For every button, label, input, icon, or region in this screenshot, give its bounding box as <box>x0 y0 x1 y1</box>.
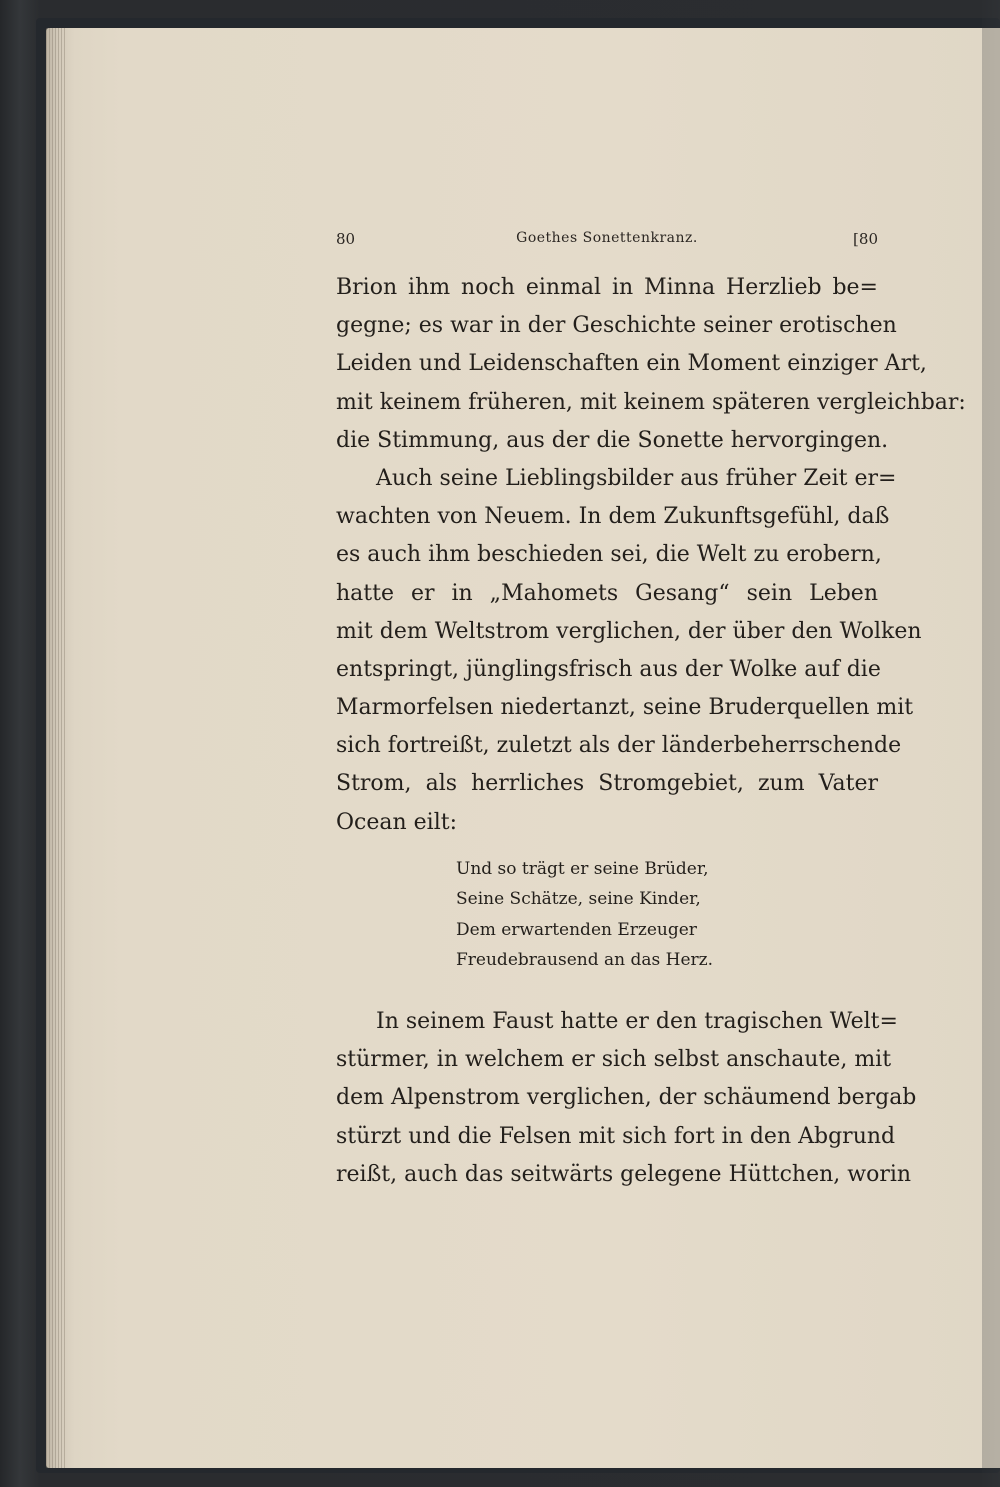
text-line: hatte er in „Mahomets Gesang“ sein Leben <box>336 580 878 606</box>
main-text <box>336 269 966 842</box>
text-line: sich fortreißt, zuletzt als der länderbeherrschende <box>336 733 902 759</box>
text-line: Strom, als herrliches Stromgebiet, zum Vater <box>336 771 878 797</box>
text-line: gegne; es war in der Geschichte seiner erotischen <box>336 313 897 339</box>
text-line: Leiden und Leidenschaften ein Moment einziger Art, <box>336 351 927 377</box>
text-line: reißt, auch das seitwärts gelegene Hüttchen, worin <box>336 1161 912 1187</box>
main-text-continued <box>336 1003 917 1194</box>
page-number-left: 80 <box>336 230 356 248</box>
text-line: In seinem Faust hatte er den tragischen Welt= <box>376 1009 898 1034</box>
text-line: Brion ihm noch einmal in Minna Herzlieb be= <box>336 275 878 300</box>
text-line: es auch ihm beschieden sei, die Welt zu erobern, <box>336 542 882 568</box>
text-line: mit keinem früheren, mit keinem späteren vergleichbar: <box>336 389 966 415</box>
text-line: wachten von Neuem. In dem Zukunftsgefühl, daß <box>336 504 890 530</box>
text-line: die Stimmung, aus der die Sonette hervorgingen. <box>336 427 889 453</box>
running-title: Goethes Sonettenkranz. <box>516 230 698 246</box>
page-edges <box>46 28 66 1468</box>
text-line: stürzt und die Felsen mit sich fort in den Abgrund <box>336 1123 896 1149</box>
verse-line: Dem erwartenden Erzeuger <box>456 919 697 940</box>
verse-quote <box>456 854 836 975</box>
text-line: entspringt, jünglingsfrisch aus der Wolke auf die <box>336 656 881 682</box>
page-number-right: [80 <box>853 230 878 248</box>
text-line: stürmer, in welchem er sich selbst anschaute, mit <box>336 1047 892 1073</box>
verse-line: Freudebrausend an das Herz. <box>456 949 713 970</box>
verse-line: Und so trägt er seine Brüder, <box>456 859 709 879</box>
text-line: Marmorfelsen niedertanzt, seine Bruderquellen mit <box>336 695 914 721</box>
text-line: dem Alpenstrom verglichen, der schäumend bergab <box>336 1085 917 1111</box>
text-line: mit dem Weltstrom verglichen, der über den Wolken <box>336 618 922 644</box>
page-header <box>336 230 878 254</box>
right-edge-strip <box>982 0 1000 1487</box>
text-line: Ocean eilt: <box>336 809 457 835</box>
verse-line: Seine Schätze, seine Kinder, <box>456 889 701 910</box>
text-line: Auch seine Lieblingsbilder aus früher Zeit er= <box>376 465 897 491</box>
